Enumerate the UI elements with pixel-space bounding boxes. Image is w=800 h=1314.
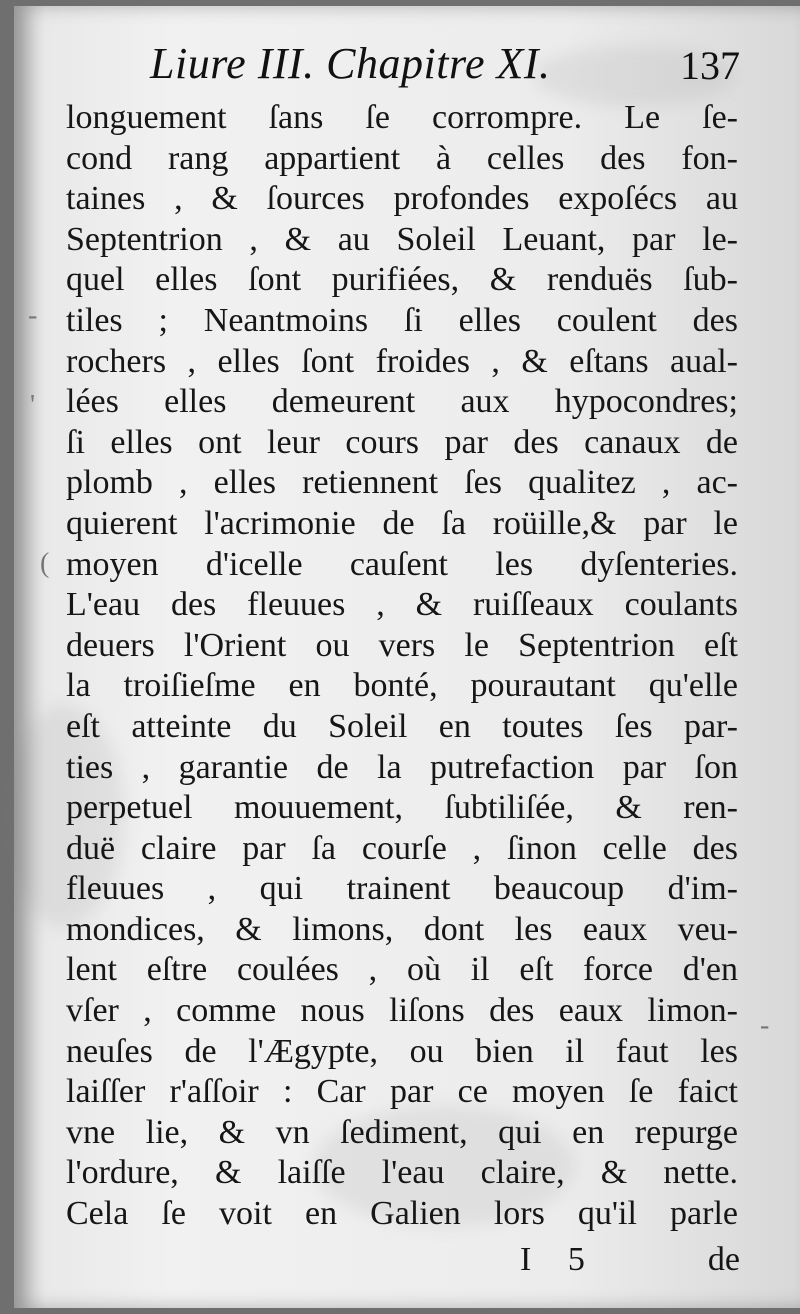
text-line: duë claire par ſa courſe , ſinon celle des (66, 829, 738, 867)
page-number: 137 (680, 43, 740, 88)
text-line: taines , & ſources profondes expoſécs au (66, 180, 738, 218)
body-text (66, 98, 738, 1235)
text-line: perpetuel mouuement, ſubtiliſée, & ren- (66, 789, 738, 827)
text-line: rochers , elles ſont froides , & eſtans aual- (66, 342, 738, 380)
text-line: Septentrion , & au Soleil Leuant, par le- (66, 220, 738, 258)
text-line: lées elles demeurent aux hypocondres; (66, 383, 738, 421)
text-line: vne lie, & vn ſediment, qui en repurge (66, 1113, 738, 1151)
text-line: lent eſtre coulées , où il eſt force d'en (66, 951, 738, 989)
text-line: neuſes de l'Ægypte, ou bien il faut les (66, 1032, 738, 1070)
text-line: cond rang appartient à celles des fon- (66, 139, 738, 177)
margin-mark: ' (30, 390, 36, 421)
signature-mark: I 5 (520, 1241, 599, 1278)
text-line: tiles ; Neantmoins ſi elles coulent des (66, 301, 738, 339)
running-head: Liure III. Chapitre XI. (150, 39, 551, 88)
page-footer (520, 1238, 740, 1282)
text-line: quierent l'acrimonie de ſa roüille,& par le (66, 504, 738, 542)
margin-mark: ( (40, 548, 50, 579)
text-line: vſer , comme nous liſons des eaux limon- (66, 992, 738, 1030)
text-line: quel elles ſont purifiées, & renduës ſub- (66, 261, 738, 299)
text-line: deuers l'Orient ou vers le Septentrion eſt (66, 626, 738, 664)
catchword: de (707, 1241, 740, 1278)
margin-mark: - (28, 300, 38, 331)
text-line: fleuues , qui trainent beaucoup d'im- (66, 870, 738, 908)
text-line: ſi elles ont leur cours par des canaux de (66, 423, 738, 461)
margin-mark: - (760, 1010, 770, 1041)
text-line: L'eau des fleuues , & ruiſſeaux coulants (66, 586, 738, 624)
page-header (150, 38, 740, 90)
text-line: ties , garantie de la putrefaction par ſon (66, 748, 738, 786)
text-line: plomb , elles retiennent ſes qualitez , ac- (66, 464, 738, 502)
text-line: laiſſer r'aſſoir : Car par ce moyen ſe faict (66, 1073, 738, 1111)
text-line: l'ordure, & laiſſe l'eau claire, & nette. (66, 1154, 738, 1192)
text-line: mondices, & limons, dont les eaux veu- (66, 910, 738, 948)
text-line: eſt atteinte du Soleil en toutes ſes par- (66, 707, 738, 745)
text-line: Cela ſe voit en Galien lors qu'il parle (66, 1195, 738, 1233)
text-line: longuement ſans ſe corrompre. Le ſe- (66, 99, 738, 136)
text-line: moyen d'icelle cauſent les dyſenteries. (66, 545, 738, 583)
text-line: la troiſieſme en bonté, pourautant qu'elle (66, 667, 738, 705)
